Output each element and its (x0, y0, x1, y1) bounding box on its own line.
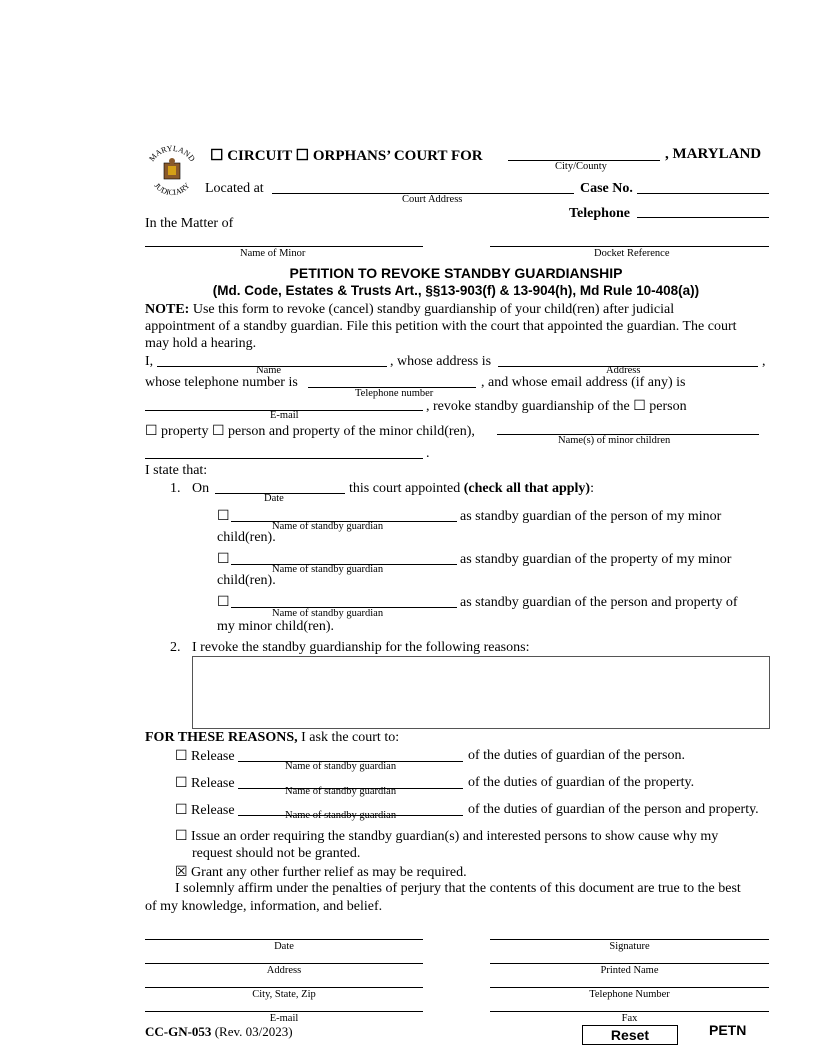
svg-text:JUDICIARY: JUDICIARY (152, 181, 192, 198)
name-of-minor-label: Name of Minor (240, 248, 306, 259)
guardian-both-text: as standby guardian of the person and property of (460, 595, 738, 610)
note-label: NOTE: (145, 302, 190, 317)
city-state-zip-label: City, State, Zip (252, 989, 316, 1000)
form-code (145, 1024, 293, 1040)
in-the-matter-of-label: In the Matter of (145, 216, 234, 231)
minor-children-period: . (426, 446, 430, 461)
svg-text:MARYLAND: MARYLAND (147, 143, 197, 164)
email-label: E-mail (269, 1013, 299, 1024)
court-telephone-field[interactable] (637, 217, 769, 218)
revoke-text: , revoke standby guardianship of the ☐ person (426, 399, 687, 414)
form-title: PETITION TO REVOKE STANDBY GUARDIANSHIP (289, 265, 623, 281)
for-these-reasons-bold: FOR THESE REASONS, (145, 730, 298, 745)
court-type-line: ☐ CIRCUIT ☐ ORPHANS’ COURT FOR (210, 148, 483, 164)
petitioner-telephone-label: Telephone number (355, 388, 434, 399)
city-state-zip-field[interactable] (145, 987, 423, 988)
reasons-textarea[interactable] (192, 656, 770, 729)
fax-label: Fax (621, 1013, 638, 1024)
property-text: ☐ property ☐ person and property of the minor child(ren), (145, 424, 475, 439)
signature-label: Signature (609, 941, 650, 952)
telephone-number-field[interactable] (490, 987, 769, 988)
release-property-checkbox[interactable]: ☐ Release (175, 776, 235, 791)
note-paragraph (145, 301, 775, 352)
item-1-check-all: (check all that apply) (463, 481, 591, 496)
guardian-property-text: as standby guardian of the property of my minor (460, 552, 732, 567)
form-revision: (Rev. 03/2023) (211, 1024, 293, 1039)
whose-telephone-label: whose telephone number is (145, 375, 298, 390)
printed-name-field[interactable] (490, 963, 769, 964)
case-no-label: Case No. (580, 181, 633, 196)
form-subtitle: (Md. Code, Estates & Trusts Art., §§13-903(f) & 13-904(h), Md Rule 10-408(a)) (212, 283, 700, 298)
form-code-number: CC-GN-053 (145, 1024, 212, 1039)
guardian-person-checkbox[interactable]: ☐ (217, 509, 230, 524)
date-field[interactable] (145, 939, 423, 940)
item-2-number: 2. (170, 640, 181, 655)
petn-code: PETN (709, 1022, 747, 1038)
guardian-property-name-label: Name of standby guardian (272, 564, 384, 575)
petitioner-email-label: E-mail (270, 410, 299, 421)
release-property-text: of the duties of guardian of the property. (468, 775, 695, 790)
issue-order-text-2: request should not be granted. (192, 846, 361, 861)
located-at-label: Located at (205, 181, 264, 196)
item-2-text: I revoke the standby guardianship for the following reasons: (192, 640, 530, 655)
date-label: Date (274, 941, 294, 952)
appointment-date-label: Date (264, 493, 284, 504)
note-line-1: Use this form to revoke (cancel) standby guardianship of your child(ren) after judicial (192, 302, 675, 317)
whose-address-label: , whose address is (390, 354, 492, 369)
affirmation-line-2: of my knowledge, information, and belief. (145, 899, 383, 914)
court-address-label: Court Address (402, 194, 463, 205)
item-1-appointed: this court appointed (349, 481, 461, 496)
i-label: I, (145, 354, 154, 369)
petitioner-name-label: Name (256, 365, 282, 376)
release-property-name-label: Name of standby guardian (285, 786, 397, 797)
grant-relief-checkbox[interactable]: ☒ Grant any other further relief as may be required. (175, 865, 467, 880)
address-comma: , (762, 354, 766, 369)
guardian-property-checkbox[interactable]: ☐ (217, 552, 230, 567)
telephone-label: Telephone (569, 206, 630, 221)
affirmation-line-1: I solemnly affirm under the penalties of perjury that the contents of this document are true to the best (175, 881, 741, 896)
release-person-checkbox[interactable]: ☐ Release (175, 749, 235, 764)
minor-children-field-2[interactable] (145, 458, 423, 459)
petitioner-address-label: Address (606, 365, 641, 376)
note-line-3: may hold a hearing. (145, 336, 257, 351)
address-field[interactable] (145, 963, 423, 964)
printed-name-label: Printed Name (600, 965, 659, 976)
docket-reference-field[interactable] (490, 246, 769, 247)
guardian-person-text-2: child(ren). (217, 530, 276, 545)
fax-field[interactable] (490, 1011, 769, 1012)
telephone-number-label: Telephone Number (589, 989, 670, 1000)
reset-button[interactable]: Reset (582, 1025, 678, 1045)
and-email-label: , and whose email address (if any) is (481, 375, 686, 390)
item-1-number: 1. (170, 481, 181, 496)
item-1-text (349, 481, 594, 497)
guardian-person-name-label: Name of standby guardian (272, 521, 384, 532)
maryland-judiciary-seal (143, 143, 201, 201)
release-person-name-label: Name of standby guardian (285, 761, 397, 772)
i-state-that-label: I state that: (145, 463, 208, 478)
guardian-both-name-label: Name of standby guardian (272, 608, 384, 619)
guardian-both-text-2: my minor child(ren). (217, 619, 335, 634)
issue-order-checkbox[interactable]: ☐ Issue an order requiring the standby guardian(s) and interested persons to show cause why my (175, 829, 719, 844)
name-of-minor-field[interactable] (145, 246, 423, 247)
state-label: , MARYLAND (665, 146, 762, 162)
guardian-both-checkbox[interactable]: ☐ (217, 595, 230, 610)
release-both-text: of the duties of guardian of the person and property. (468, 802, 759, 817)
case-no-field[interactable] (637, 193, 769, 194)
guardian-property-text-2: child(ren). (217, 573, 276, 588)
release-both-checkbox[interactable]: ☐ Release (175, 803, 235, 818)
note-line-2: appointment of a standby guardian. File this petition with the court that appointed the guardian. The court (145, 319, 737, 334)
guardian-person-text: as standby guardian of the person of my minor (460, 509, 722, 524)
item-1-on: On (192, 481, 210, 496)
city-county-label: City/County (555, 161, 607, 172)
release-person-text: of the duties of guardian of the person. (468, 748, 685, 763)
item-1-colon: : (590, 481, 594, 496)
docket-reference-label: Docket Reference (594, 248, 670, 259)
for-these-reasons (145, 730, 399, 746)
address-label: Address (266, 965, 302, 976)
email-field[interactable] (145, 1011, 423, 1012)
for-these-reasons-rest: I ask the court to: (297, 730, 400, 745)
release-both-name-label: Name of standby guardian (285, 810, 397, 821)
minor-children-label: Name(s) of minor children (558, 435, 671, 446)
signature-field[interactable] (490, 939, 769, 940)
